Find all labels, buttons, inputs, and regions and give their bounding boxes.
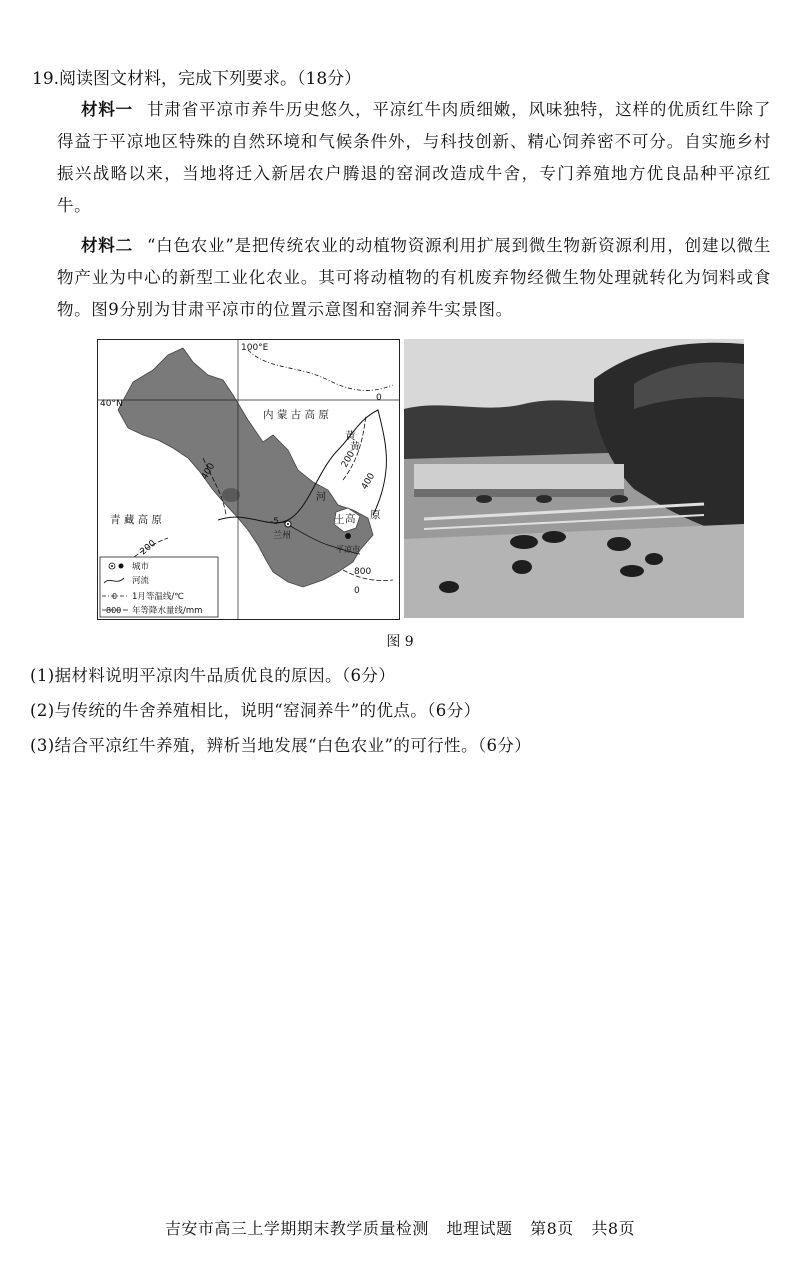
footer-total: 共8页 xyxy=(591,1219,636,1238)
city-pingliang-label: 平凉市 xyxy=(336,545,360,554)
location-map xyxy=(97,339,400,620)
gansu-province-shape xyxy=(118,348,373,587)
sub-question-2: (2)与传统的牛舍养殖相比，说明“窑洞养牛”的优点。（6分） xyxy=(30,701,481,720)
sub-question-1: (1)据材料说明平凉肉牛品质优良的原因。（6分） xyxy=(30,666,396,685)
legend-isotherm-sample: 0 xyxy=(112,592,118,601)
city-lanzhou-label: 兰州 xyxy=(273,531,292,541)
river-char-1: 黄 xyxy=(350,442,360,453)
river-char-2: 河 xyxy=(316,492,326,503)
isoline-400-a: 400 xyxy=(199,461,218,482)
material-1 xyxy=(57,94,771,222)
loess-char-2: 土 xyxy=(334,514,345,526)
parallel-label: 40°N xyxy=(100,399,123,409)
sub-question-3: (3)结合平凉红牛养殖，辨析当地发展“白色农业”的可行性。（6分） xyxy=(30,736,532,755)
meridian-label: 100°E xyxy=(241,343,269,353)
legend-river: 河流 xyxy=(132,576,150,586)
isoline-200-a: 200 xyxy=(138,538,159,558)
isotherm-0-b: 0 xyxy=(354,586,360,596)
question-title: 19.阅读图文材料，完成下列要求。（18分） xyxy=(32,69,362,89)
isotherm-5: -5 xyxy=(270,517,279,527)
legend-isohyet: 年等降水量线/mm xyxy=(132,606,203,616)
region-inner-mongolia: 内 蒙 古 高 原 xyxy=(263,409,329,421)
isoline-400-b: 400 xyxy=(359,471,378,492)
legend-isohyet-sample: 800 xyxy=(106,606,122,615)
isohyet-800: 800 xyxy=(354,567,372,577)
footer-page: 第8页 xyxy=(530,1219,574,1238)
region-qinghai-tibet: 青 藏 高 原 xyxy=(110,514,163,526)
footer-exam: 吉安市高三上学期期末教学质量检测 xyxy=(164,1219,429,1238)
footer-subject: 地理试题 xyxy=(446,1219,513,1238)
material-2 xyxy=(57,230,771,326)
legend-isotherm: 1月等温线/℃ xyxy=(132,592,184,602)
isoline-200-b: 200 xyxy=(339,449,358,470)
cave-cattle-photo xyxy=(404,339,744,618)
map-blob xyxy=(222,488,240,502)
material-1-text: 甘肃省平凉市养牛历史悠久，平凉红牛肉质细嫩，风味独特，这样的优质红牛除了得益于平凉地区特殊的自然环境和气候条件外，与科技创新、精心饲养密不可分。自实施乡村振兴战略以来，当地将迁入新居农户腾退的窑洞改造成牛舍，专门养殖地方优良品种平凉红牛。 xyxy=(57,100,771,215)
loess-char-4: 原 xyxy=(370,509,381,521)
loess-char-1: 黄 xyxy=(345,430,356,442)
map-legend xyxy=(100,557,218,617)
isotherm-0-a: 0 xyxy=(376,393,382,403)
loess-char-3: 高 xyxy=(345,513,356,525)
page-footer xyxy=(0,1216,800,1239)
figure-caption: 图 9 xyxy=(386,634,414,650)
legend-city: 城市 xyxy=(132,562,150,572)
material-2-text: “白色农业”是把传统农业的动植物资源利用扩展到微生物新资源利用，创建以微生物产业为中心的新型工业化农业。其可将动植物的有机废弃物经微生物处理就转化为饲料或食物。图9分别为甘肃平凉市的位置示意图和窑洞养牛实景图。 xyxy=(57,236,771,319)
city-pingliang-marker xyxy=(345,533,351,539)
material-2-label: 材料二 xyxy=(81,236,133,255)
material-1-label: 材料一 xyxy=(81,100,134,119)
